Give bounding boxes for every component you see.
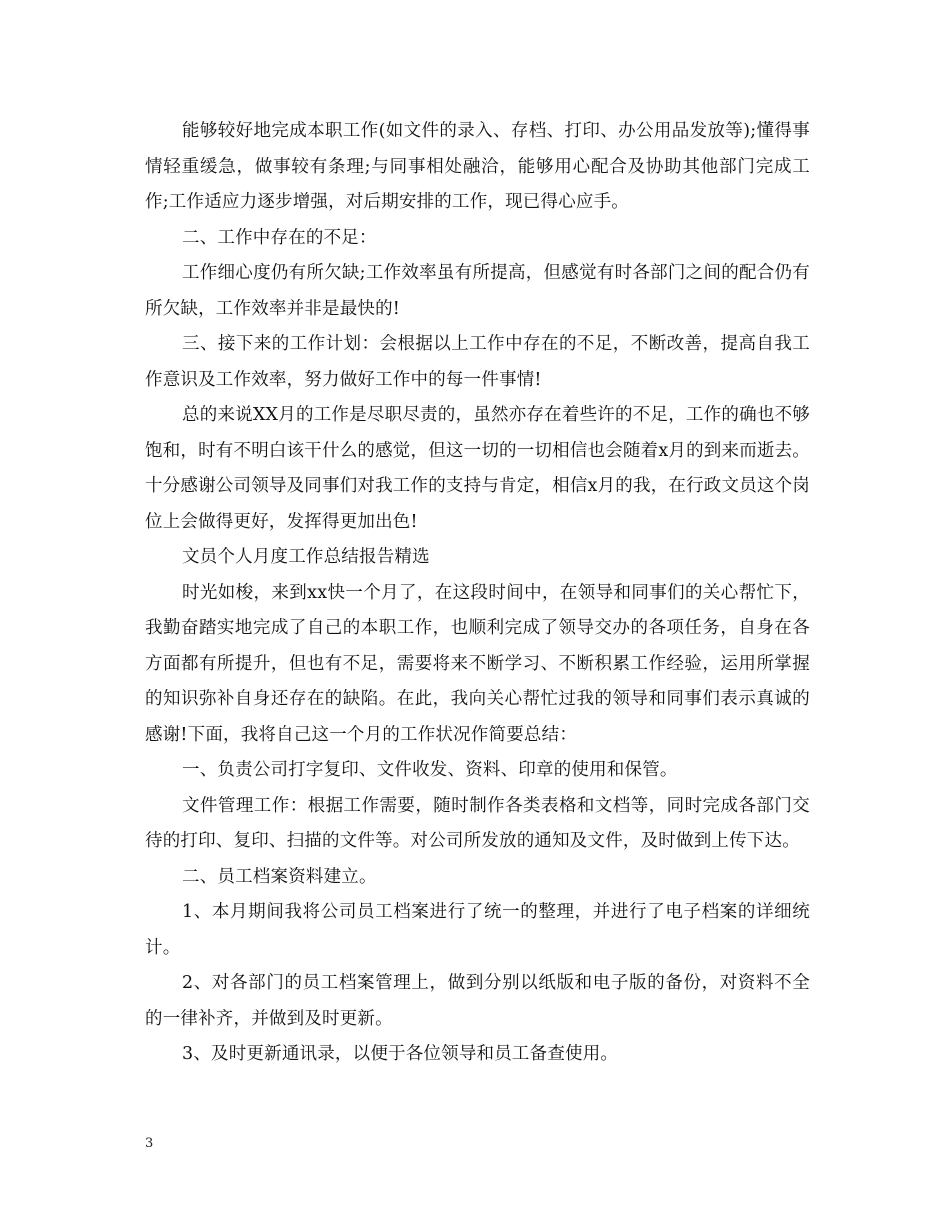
paragraph-shortcomings: 工作细心度仍有所欠缺;工作效率虽有所提高，但感觉有时各部门之间的配合仍有所欠缺，工作效率并非是最快的! [145, 263, 810, 319]
list-item-1: 1、本月期间我将公司员工档案进行了统一的整理，并进行了电子档案的详细统计。 [145, 902, 810, 958]
paragraph-intro: 时光如梭，来到xx快一个月了，在这段时间中，在领导和同事们的关心帮忙下，我勤奋踏实地完成了自己的本职工作，也顺利完成了领导交办的各项任务，自身在各方面都有所提升，但也有不足，需要将来不断学习、不断积累工作经验，运用所掌握的知识弥补自身还存在的缺陷。在此，我向关心帮忙过我的领导和同事们表示真诚的感谢!下面，我将自己这一个月的工作状况作简要总结： [145, 582, 810, 745]
section-title: 文员个人月度工作总结报告精选 [182, 547, 430, 567]
list-item-2: 2、对各部门的员工档案管理上，做到分别以纸版和电子版的备份，对资料不全的一律补齐，并做到及时更新。 [145, 973, 810, 1029]
paragraph-file-management: 文件管理工作：根据工作需要，随时制作各类表格和文档等，同时完成各部门交待的打印、复印、扫描的文件等。对公司所发放的通知及文件，及时做到上传下达。 [145, 795, 810, 851]
heading-duty-one: 一、负责公司打字复印、文件收发、资料、印章的使用和保管。 [182, 760, 678, 780]
list-item-3: 3、及时更新通讯录，以便于各位领导和员工备查使用。 [182, 1044, 619, 1064]
paragraph-work-performance: 能够较好地完成本职工作(如文件的录入、存档、打印、办公用品发放等);懂得事情轻重缓急，做事较有条理;与同事相处融洽，能够用心配合及协助其他部门完成工作;工作适应力逐步增强，对后期安排的工作，现已得心应手。 [145, 121, 810, 212]
paragraph-overall-summary: 总的来说XX月的工作是尽职尽责的，虽然亦存在着些许的不足，工作的确也不够饱和，时有不明白该干什么的感觉，但这一切的一切相信也会随着x月的到来而逝去。十分感谢公司领导及同事们对我工作的支持与肯定，相信x月的我，在行政文员这个岗位上会做得更好，发挥得更加出色! [145, 405, 810, 532]
document-body [145, 114, 810, 1073]
heading-shortcomings: 二、工作中存在的不足： [182, 227, 377, 248]
heading-duty-two: 二、员工档案资料建立。 [182, 866, 377, 887]
paragraph-next-plan: 三、接下来的工作计划：会根据以上工作中存在的不足，不断改善，提高自我工作意识及工作效率，努力做好工作中的每一件事情! [145, 334, 810, 390]
page-number: 3 [145, 1136, 154, 1151]
